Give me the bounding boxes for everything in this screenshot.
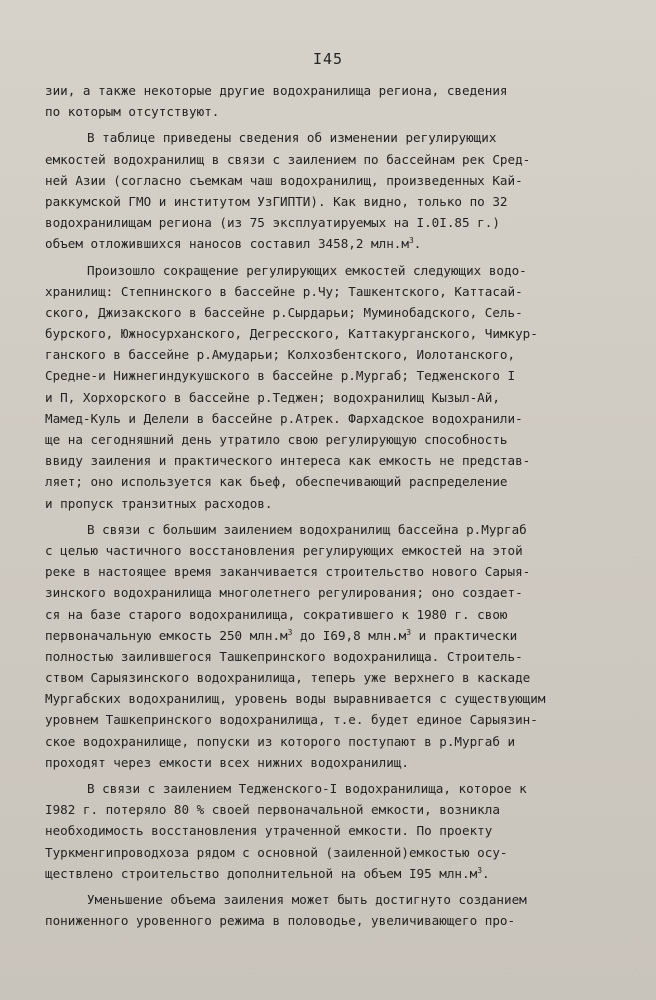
text-segment: ще на сегодняшний день утратило свою регулирующую способность: [45, 432, 508, 447]
superscript: 3: [477, 865, 483, 875]
text-segment: первоначальную емкость 250 млн.м: [45, 627, 288, 643]
text-segment: Произошло сокращение регулирующих емкостей следующих водо-: [87, 262, 527, 278]
text-line: [45, 863, 615, 884]
text-segment: Уменьшение объема заиления может быть достигнуто созданием: [87, 891, 527, 907]
text-segment: ское водохранилище, попуски из которого поступают в р.Мургаб и: [45, 733, 516, 749]
text-segment: и пропуск транзитных расходов.: [45, 495, 273, 511]
text-line: [45, 709, 615, 730]
text-segment: емкостей водохранилищ в связи с заилением по бассейнам рек Сред-: [45, 151, 531, 167]
text-segment: зии, а также некоторые другие водохранилища региона, сведения: [45, 83, 508, 98]
text-line: [45, 778, 615, 799]
text-line: [45, 910, 615, 931]
text-segment: ввиду заиления и практического интереса как емкость не представ-: [45, 453, 531, 469]
text-line: [45, 731, 615, 752]
text-segment: ществлено строительство дополнительной на объем I95 млн.м: [45, 865, 478, 881]
text-segment: Средне-и Нижнегиндукушского в бассейне р.Мургаб; Теджeнского I: [45, 368, 516, 384]
text-line: [45, 260, 615, 281]
superscript: 3: [406, 627, 412, 637]
text-line: [45, 365, 615, 386]
text-segment: объем отложившихся наносов составил 3458,2 млн.м: [45, 236, 409, 252]
text-line: [45, 625, 615, 646]
text-line: [45, 561, 615, 582]
text-line: [45, 519, 615, 540]
text-segment: .: [413, 236, 422, 252]
text-segment: водохранилищам региона (из 75 эксплуатируемых на I.0I.85 г.): [45, 215, 500, 231]
text-segment: В таблице приведены сведения об изменении регулирующих: [87, 130, 497, 146]
text-line: [45, 323, 615, 344]
superscript: 3: [408, 236, 414, 246]
text-line: [45, 842, 615, 863]
text-segment: раккумской ГМО и институтом УзГИПТИ). Как видно, только по 32: [45, 193, 508, 209]
text-segment: до I69,8 млн.м: [292, 627, 407, 643]
text-segment: .: [482, 865, 490, 881]
page-number: I45: [312, 50, 344, 68]
text-segment: Мамед-Куль и Делели в бассейне р.Атрек. Фархадское водохранили-: [45, 410, 523, 426]
text-segment: уровнем Ташкепринского водохранилища, т.е. будет единое Сарыязин-: [45, 712, 538, 728]
text-segment: Туркменгипроводхоза рядом с основной (заиленной)емкостью осу-: [45, 844, 508, 860]
text-line: [45, 170, 615, 191]
text-line: [45, 408, 615, 429]
text-segment: Мургабских водохранилищ, уровень воды выравнивается с существующим: [45, 691, 546, 707]
text-segment: ством Сарыязинского водохранилища, теперь уже верхнего в каскаде: [45, 670, 531, 686]
text-line: [45, 344, 615, 365]
text-segment: ся на базе старого водохранилища, сократившего к 1980 г. свою: [45, 606, 508, 622]
text-line: [45, 127, 615, 148]
text-segment: реке в настоящее время заканчивается строительство нового Сарыя-: [45, 564, 531, 580]
text-line: [45, 646, 615, 667]
text-segment: хранилищ: Степнинского в бассейне р.Чу; Ташкентского, Каттасай-: [45, 283, 523, 299]
text-line: [45, 101, 615, 122]
text-line: [45, 667, 615, 688]
text-segment: пониженного уровенного режима в половодье, увеличивающего про-: [45, 913, 516, 929]
text-segment: В связи с большим заилением водохранилищ бассейна р.Мургаб: [87, 521, 527, 537]
text-line: [45, 752, 615, 773]
text-line: [45, 429, 615, 450]
text-segment: ляет; оно используется как бьеф, обеспечивающий распределение: [45, 474, 508, 490]
text-line: [45, 191, 615, 212]
superscript: 3: [287, 627, 293, 637]
text-segment: и П, Хорхорского в бассейне р.Теджен; водохранилищ Кызыл-Ай,: [45, 389, 500, 405]
text-segment: ганского в бассейне р.Амударьи; Колхозбентского, Иолотанского,: [45, 347, 516, 363]
text-segment: бурского, Южносурханского, Дегресского, Каттакурганского, Чимкур-: [45, 326, 538, 342]
text-line: [45, 387, 615, 408]
text-segment: ского, Джизакского в бассейне р.Сырдарьи; Муминобадского, Сель-: [45, 304, 523, 320]
text-line: [45, 820, 615, 841]
text-line: [45, 688, 615, 709]
text-line: [45, 233, 615, 254]
text-segment: и практически: [411, 627, 518, 643]
text-line: [45, 604, 615, 625]
text-line: [45, 212, 615, 233]
text-line: [45, 493, 615, 514]
text-segment: I982 г. потеряло 80 % своей первоначальной емкости, возникла: [45, 802, 500, 818]
text-line: [45, 889, 615, 910]
text-segment: с целью частичного восстановления регулирующих емкостей на этой: [45, 542, 523, 558]
text-line: [45, 582, 615, 603]
text-segment: В связи с заилением Тедженского-I водохранилища, которое к: [87, 781, 527, 796]
text-line: [45, 799, 615, 820]
text-line: [45, 281, 615, 302]
text-line: [45, 80, 615, 101]
text-segment: необходимость восстановления утраченной емкости. По проекту: [45, 823, 493, 839]
document-body: [45, 80, 615, 931]
text-segment: зинского водохранилища многолетнего регулирования; оно создает-: [45, 585, 523, 601]
text-line: [45, 149, 615, 170]
text-segment: по которым отсутствуют.: [45, 104, 220, 120]
text-line: [45, 540, 615, 561]
text-line: [45, 450, 615, 471]
text-segment: проходят через емкости всех нижних водохранилищ.: [45, 754, 409, 770]
text-line: [45, 302, 615, 323]
text-segment: полностью заилившегося Ташкепринского водохранилища. Строитель-: [45, 648, 523, 664]
text-line: [45, 471, 615, 492]
text-segment: ней Азии (согласно съемкам чаш водохранилищ, произведенных Кай-: [45, 172, 523, 188]
